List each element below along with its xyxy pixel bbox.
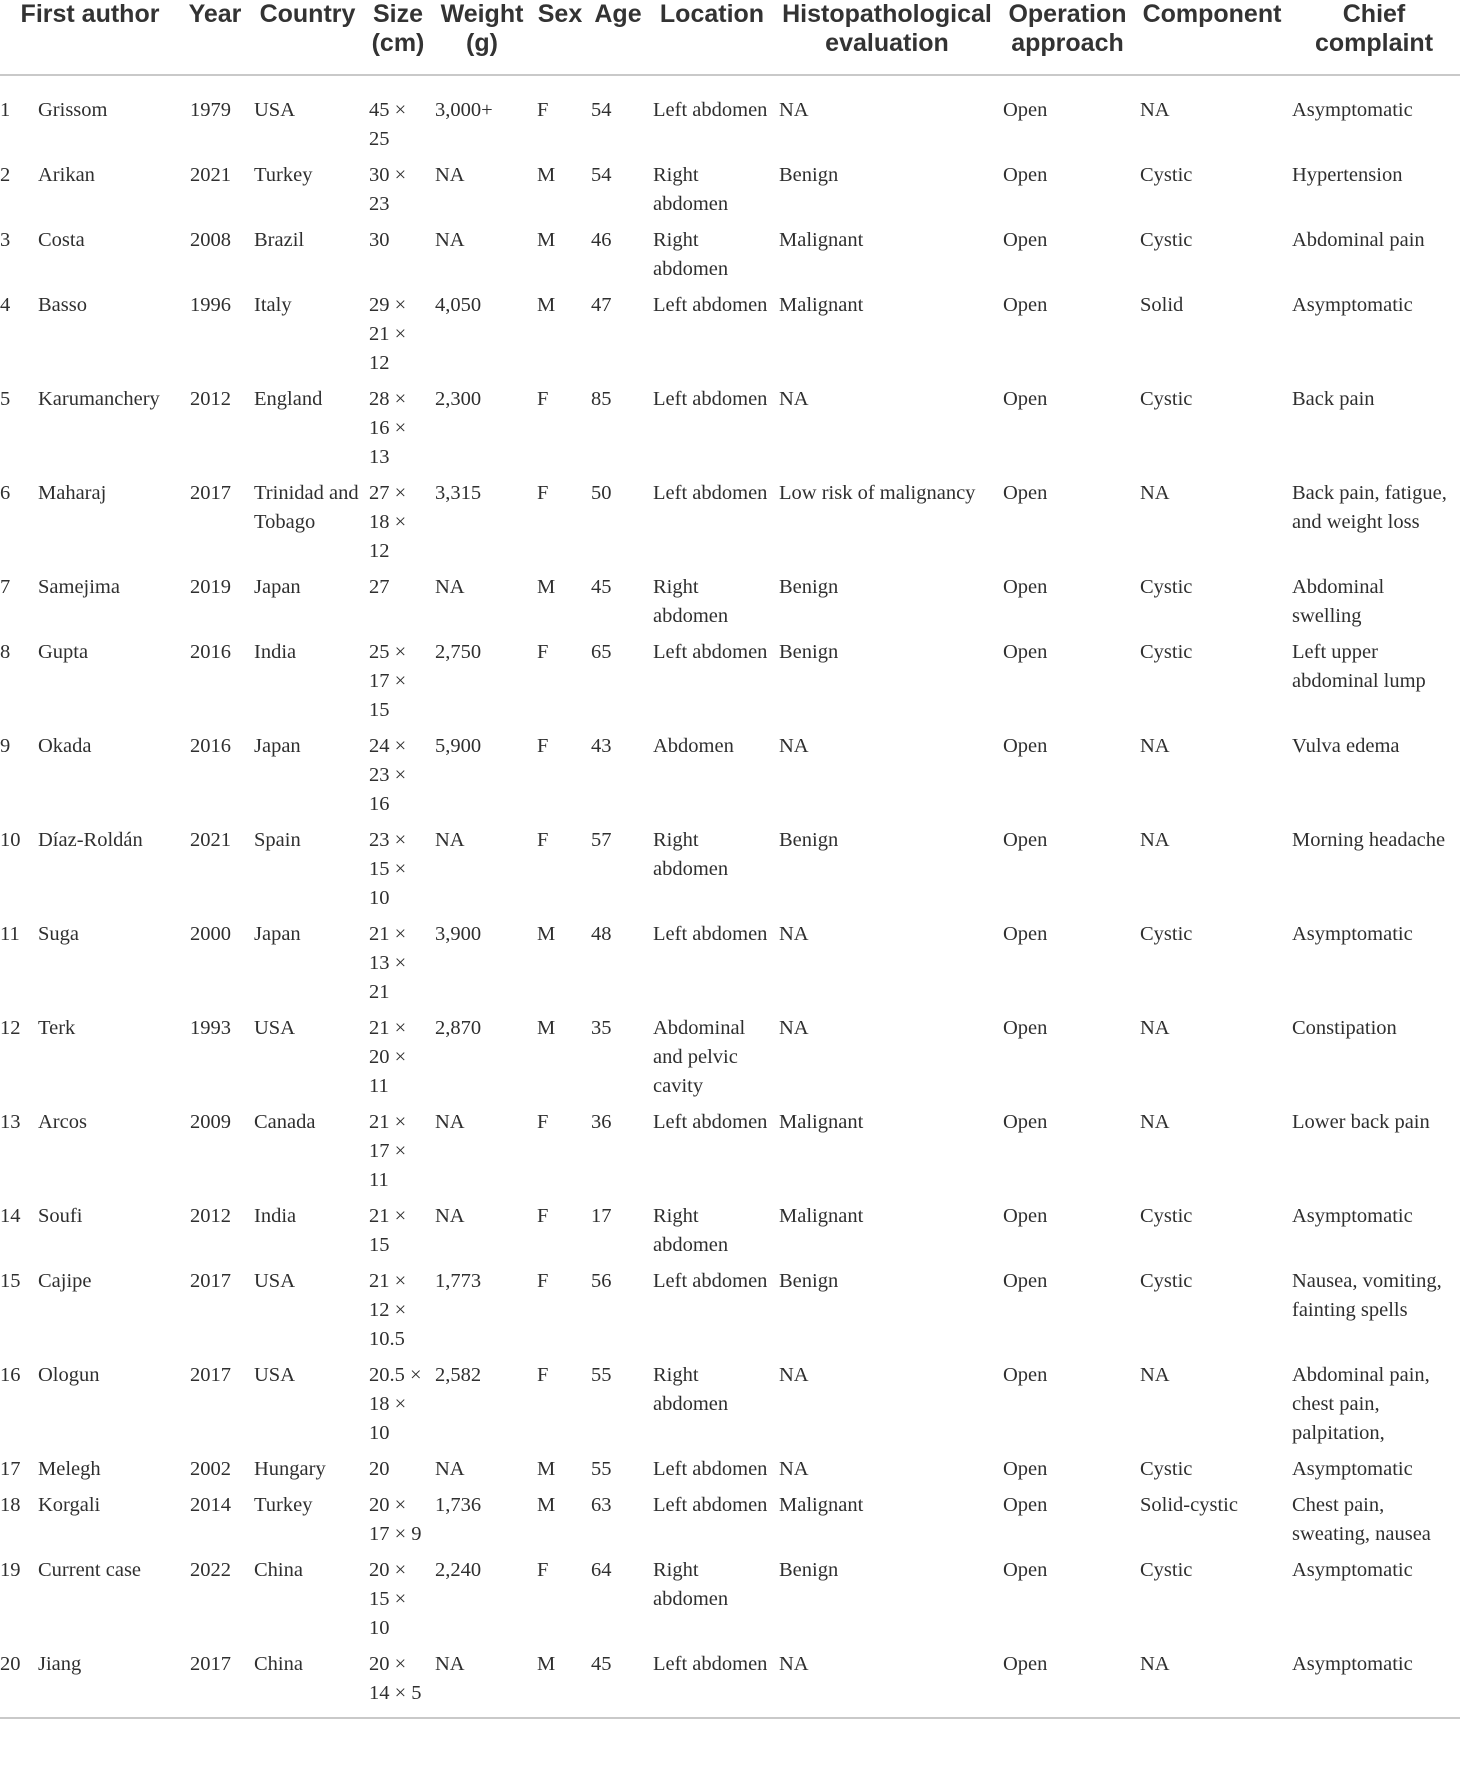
sex-cell: F <box>537 641 549 663</box>
histopathology-cell: Benign <box>779 641 839 663</box>
year-header: Year <box>180 0 250 75</box>
size-cell: 25 × 17 × 15 <box>369 641 407 721</box>
weight-header: Weight (g) <box>431 0 533 75</box>
age-cell: 85 <box>591 388 612 410</box>
sex-cell: F <box>537 99 549 121</box>
operation-approach-cell: Open <box>999 1650 1136 1718</box>
sex-cell: M <box>537 1494 556 1516</box>
histopathology-cell: Malignant <box>779 1494 864 1516</box>
histopathology-cell: Benign <box>779 829 839 851</box>
location-cell: Right abdomen <box>653 1364 729 1415</box>
sex-cell: M <box>537 164 556 186</box>
age-cell: 54 <box>591 164 612 186</box>
year-cell: 2017 <box>190 482 231 504</box>
age-cell: 46 <box>591 229 612 251</box>
operation-approach-cell: Open <box>1003 1559 1048 1581</box>
location-cell: Left abdomen <box>653 1458 768 1480</box>
location-cell: Left abdomen <box>649 1650 775 1718</box>
year-cell: 2017 <box>190 1364 231 1386</box>
country-cell: Japan <box>254 735 301 757</box>
histopathology-cell: NA <box>779 1458 809 1480</box>
component-cell: Cystic <box>1140 1205 1193 1227</box>
histopathology-cell: Low risk of malignancy <box>779 482 976 504</box>
sex-cell: F <box>537 1364 549 1386</box>
component-cell: NA <box>1140 735 1170 757</box>
age-cell: 56 <box>591 1270 612 1292</box>
size-cell: 20 × 14 × 5 <box>365 1650 431 1718</box>
first-author-cell: Jiang <box>0 1650 180 1718</box>
histopathology-cell: NA <box>779 735 809 757</box>
histopathology-cell: NA <box>779 99 809 121</box>
histopathology-cell: NA <box>779 1017 809 1039</box>
year-cell: 2014 <box>190 1494 231 1516</box>
location-cell: Left abdomen <box>653 294 768 316</box>
operation-approach-cell: Open <box>1003 829 1048 851</box>
first-author-cell: Current case <box>38 1559 142 1581</box>
component-cell: Solid-cystic <box>1140 1494 1238 1516</box>
first-author-cell: Maharaj <box>38 482 107 504</box>
table-row: 19 Current case 2022 China 20 × 15 × 10 2,240 F 64 Right abdomen Benign Open Cystic Asymptomatic <box>0 1556 1460 1650</box>
operation-approach-cell: Open <box>1003 1364 1048 1386</box>
age-header: Age <box>587 0 649 75</box>
location-cell: Left abdomen <box>653 1494 768 1516</box>
component-cell: Cystic <box>1140 576 1193 598</box>
weight-cell: NA <box>435 1111 465 1133</box>
weight-cell: 3,900 <box>435 923 482 945</box>
year-cell: 2021 <box>190 164 231 186</box>
histopathology-cell: Benign <box>779 1270 839 1292</box>
country-cell: USA <box>254 1364 296 1386</box>
sex-cell: F <box>537 1205 549 1227</box>
table-row: 11 Suga 2000 Japan 21 × 13 × 21 3,900 M 48 Left abdomen NA Open Cystic Asymptomatic <box>0 920 1460 1014</box>
location-cell: Left abdomen <box>653 482 768 504</box>
operation-approach-cell: Open <box>1003 576 1048 598</box>
first-author-cell: Terk <box>38 1017 76 1039</box>
weight-cell: 2,240 <box>435 1559 482 1581</box>
size-cell: 30 × 23 <box>369 164 407 215</box>
histopathology-cell: Malignant <box>779 1111 864 1133</box>
sex-cell: M <box>537 294 556 316</box>
size-cell: 23 × 15 × 10 <box>369 829 407 909</box>
year-cell: 2022 <box>190 1559 231 1581</box>
operation-approach-cell: Open <box>1003 735 1048 757</box>
size-cell: 27 × 18 × 12 <box>369 482 407 562</box>
first-author-cell: Gupta <box>38 641 89 663</box>
chief-complaint-cell: Morning headache <box>1292 829 1446 851</box>
first-author-cell: Cajipe <box>38 1270 92 1292</box>
year-cell: 1996 <box>190 294 231 316</box>
age-cell: 48 <box>591 923 612 945</box>
chief-complaint-cell: Lower back pain <box>1292 1111 1430 1133</box>
operation-approach-cell: Open <box>1003 99 1048 121</box>
first-author-cell: Díaz-Roldán <box>38 829 143 851</box>
component-cell: Solid <box>1140 294 1184 316</box>
country-cell: England <box>254 388 323 410</box>
weight-cell: 2,750 <box>435 641 482 663</box>
operation-approach-cell: Open <box>1003 388 1048 410</box>
component-cell: NA <box>1140 1017 1170 1039</box>
age-cell: 35 <box>591 1017 612 1039</box>
country-cell: Turkey <box>254 164 313 186</box>
location-cell: Left abdomen <box>653 1111 768 1133</box>
operation-approach-cell: Open <box>1003 641 1048 663</box>
sex-cell: M <box>537 1017 556 1039</box>
year-cell: 2017 <box>180 1650 250 1718</box>
country-header: Country <box>250 0 365 75</box>
sex-cell: M <box>533 1650 587 1718</box>
size-cell: 20 × 17 × 9 <box>369 1494 422 1545</box>
year-cell: 2017 <box>190 1270 231 1292</box>
age-cell: 65 <box>591 641 612 663</box>
operation-approach-cell: Open <box>1003 1111 1048 1133</box>
chief-complaint-cell: Asymptomatic <box>1292 1205 1413 1227</box>
size-cell: 20.5 × 18 × 10 <box>369 1364 422 1444</box>
year-cell: 2016 <box>190 641 231 663</box>
first-author-cell: Melegh <box>38 1458 101 1480</box>
size-cell: 24 × 23 × 16 <box>369 735 407 815</box>
sex-cell: M <box>537 1458 556 1480</box>
chief-complaint-cell: Hypertension <box>1292 164 1403 186</box>
location-cell: Abdominal and pelvic cavity <box>653 1017 746 1097</box>
sex-cell: M <box>537 576 556 598</box>
chief-complaint-cell: Asymptomatic <box>1292 1458 1413 1480</box>
weight-cell: 5,900 <box>435 735 482 757</box>
age-cell: 50 <box>591 482 612 504</box>
chief-complaint-cell: Asymptomatic <box>1292 923 1413 945</box>
chief-complaint-cell: Left upper abdominal lump <box>1292 641 1426 692</box>
location-cell: Left abdomen <box>653 1270 768 1292</box>
year-cell: 2008 <box>190 229 231 251</box>
chief-complaint-cell: Nausea, vomiting, fainting spells <box>1292 1270 1442 1321</box>
table-header-row <box>0 0 1460 75</box>
histopathology-cell: NA <box>779 923 809 945</box>
table-row: 6 Maharaj 2017 Trinidad and Tobago 27 × 18 × 12 3,315 F 50 Left abdomen Low risk of malignancy Open NA Back pain, fatigue, and weight loss <box>0 479 1460 573</box>
size-cell: 20 × 15 × 10 <box>369 1559 407 1639</box>
table-row: 9 Okada 2016 Japan 24 × 23 × 16 5,900 F 43 Abdomen NA Open NA Vulva edema <box>0 732 1460 826</box>
chief-complaint-cell: Back pain <box>1292 388 1375 410</box>
histopathology-cell: NA <box>779 388 809 410</box>
age-cell: 45 <box>591 576 612 598</box>
component-cell: NA <box>1140 99 1170 121</box>
first-author-cell: Ologun <box>38 1364 100 1386</box>
age-cell: 64 <box>591 1559 612 1581</box>
weight-cell: 2,582 <box>435 1364 482 1386</box>
location-cell: Left abdomen <box>653 641 768 663</box>
histopathology-cell: Malignant <box>779 1205 864 1227</box>
age-cell: 36 <box>591 1111 612 1133</box>
table-row: 12 Terk 1993 USA 21 × 20 × 11 2,870 M 35 Abdominal and pelvic cavity NA Open NA Constipation <box>0 1014 1460 1108</box>
country-cell: Japan <box>254 923 301 945</box>
weight-cell: 3,000+ <box>435 99 493 121</box>
size-cell: 28 × 16 × 13 <box>369 388 407 468</box>
country-cell: Canada <box>254 1111 316 1133</box>
chief-complaint-cell: Chest pain, sweating, nausea <box>1292 1494 1431 1545</box>
year-cell: 2016 <box>190 735 231 757</box>
component-cell: Cystic <box>1140 229 1193 251</box>
country-cell: India <box>254 641 297 663</box>
table-row: 18 Korgali 2014 Turkey 20 × 17 × 9 1,736 M 63 Left abdomen Malignant Open Solid-cystic Chest pain, sweating, nausea <box>0 1491 1460 1556</box>
location-cell: Right abdomen <box>653 164 729 215</box>
country-cell: USA <box>254 99 296 121</box>
sex-cell: F <box>537 1270 549 1292</box>
first-author-cell: Costa <box>38 229 85 251</box>
first-author-cell: Arcos <box>38 1111 87 1133</box>
chief-complaint-cell: Asymptomatic <box>1292 294 1413 316</box>
age-cell: 55 <box>591 1458 612 1480</box>
weight-cell: 3,315 <box>435 482 482 504</box>
histopathology-cell: Benign <box>779 1559 839 1581</box>
country-cell: Hungary <box>254 1458 326 1480</box>
size-header: Size (cm) <box>365 0 431 75</box>
table-row: 17 Melegh 2002 Hungary 20 NA M 55 Left abdomen NA Open Cystic Asymptomatic <box>0 1455 1460 1491</box>
sex-cell: F <box>537 1111 549 1133</box>
sex-cell: F <box>537 1559 549 1581</box>
operation-approach-cell: Open <box>1003 1458 1048 1480</box>
chief-complaint-cell: Asymptomatic <box>1292 1559 1413 1581</box>
first-author-cell: Karumanchery <box>38 388 160 410</box>
table-body <box>0 75 1460 1718</box>
chief-complaint-cell: Abdominal pain, chest pain, palpitation, <box>1292 1364 1430 1444</box>
location-cell: Abdomen <box>653 735 734 757</box>
weight-cell: NA <box>435 229 465 251</box>
country-cell: China <box>254 1559 303 1581</box>
operation-approach-cell: Open <box>1003 164 1048 186</box>
weight-cell: 4,050 <box>435 294 482 316</box>
size-cell: 45 × 25 <box>369 99 407 150</box>
operation-approach-cell: Open <box>1003 923 1048 945</box>
weight-cell: NA <box>435 164 465 186</box>
operation-approach-cell: Open <box>1003 1205 1048 1227</box>
age-cell: 17 <box>591 1205 612 1227</box>
location-cell: Left abdomen <box>653 99 768 121</box>
histopathology-cell: Malignant <box>779 229 864 251</box>
weight-cell: NA <box>435 829 465 851</box>
component-cell: Cystic <box>1140 1458 1193 1480</box>
year-cell: 2009 <box>190 1111 231 1133</box>
age-cell: 43 <box>591 735 612 757</box>
sex-header: Sex <box>533 0 587 75</box>
country-cell: Brazil <box>254 229 305 251</box>
component-cell: NA <box>1136 1650 1288 1718</box>
histopathology-cell: NA <box>775 1650 999 1718</box>
table-row: 1 Grissom 1979 USA 45 × 25 3,000+ F 54 Left abdomen NA Open NA Asymptomatic <box>0 75 1460 161</box>
chief-complaint-cell: Constipation <box>1292 1017 1397 1039</box>
year-cell: 2012 <box>190 388 231 410</box>
weight-cell: 2,870 <box>435 1017 482 1039</box>
table-row: 13 Arcos 2009 Canada 21 × 17 × 11 NA F 36 Left abdomen Malignant Open NA Lower back pain <box>0 1108 1460 1202</box>
sex-cell: F <box>537 482 549 504</box>
operation-approach-cell: Open <box>1003 294 1048 316</box>
sex-cell: M <box>537 229 556 251</box>
age-cell: 54 <box>591 99 612 121</box>
table-row: 14 Soufi 2012 India 21 × 15 NA F 17 Right abdomen Malignant Open Cystic Asymptomatic <box>0 1202 1460 1267</box>
size-cell: 21 × 13 × 21 <box>369 923 407 1003</box>
weight-cell: NA <box>435 1205 465 1227</box>
first-author-cell: Arikan <box>38 164 95 186</box>
age-cell: 63 <box>591 1494 612 1516</box>
first-author-cell: Basso <box>38 294 87 316</box>
country-cell: India <box>254 1205 297 1227</box>
year-cell: 2019 <box>190 576 231 598</box>
location-header: Location <box>649 0 775 75</box>
year-cell: 2000 <box>190 923 231 945</box>
component-cell: Cystic <box>1140 1559 1193 1581</box>
operation-approach-cell: Open <box>1003 1494 1048 1516</box>
first-author-header: First author <box>0 0 180 75</box>
component-cell: Cystic <box>1140 164 1193 186</box>
chief-complaint-cell: Asymptomatic <box>1288 1650 1460 1718</box>
component-cell: Cystic <box>1140 388 1193 410</box>
first-author-cell: Korgali <box>38 1494 101 1516</box>
location-cell: Right abdomen <box>653 1205 729 1256</box>
chief-complaint-header: Chief complaint <box>1288 0 1460 75</box>
sex-cell: F <box>537 829 549 851</box>
component-cell: Cystic <box>1140 641 1193 663</box>
year-cell: 1993 <box>190 1017 231 1039</box>
component-cell: NA <box>1140 482 1170 504</box>
country-cell: China <box>250 1650 365 1718</box>
size-cell: 27 <box>369 576 390 598</box>
year-cell: 1979 <box>190 99 231 121</box>
year-cell: 2021 <box>190 829 231 851</box>
country-cell: Turkey <box>254 1494 313 1516</box>
table-row: 20 Jiang 2017 China 20 × 14 × 5 NA M 45 Left abdomen NA Open NA Asymptomatic <box>0 1650 1460 1718</box>
chief-complaint-cell: Asymptomatic <box>1292 99 1413 121</box>
weight-cell: NA <box>435 576 465 598</box>
weight-cell: NA <box>431 1650 533 1718</box>
histopathology-cell: Benign <box>779 164 839 186</box>
location-cell: Right abdomen <box>653 576 729 627</box>
first-author-cell: Okada <box>38 735 92 757</box>
weight-cell: NA <box>435 1458 465 1480</box>
size-cell: 30 <box>369 229 390 251</box>
age-cell: 55 <box>591 1364 612 1386</box>
table-row: 2 Arikan 2021 Turkey 30 × 23 NA M 54 Right abdomen Benign Open Cystic Hypertension <box>0 161 1460 226</box>
histopathology-cell: Malignant <box>779 294 864 316</box>
component-cell: NA <box>1140 1364 1170 1386</box>
weight-cell: 1,773 <box>435 1270 482 1292</box>
component-header: Component <box>1136 0 1288 75</box>
size-cell: 21 × 20 × 11 <box>369 1017 407 1097</box>
size-cell: 21 × 17 × 11 <box>369 1111 407 1191</box>
weight-cell: 1,736 <box>435 1494 482 1516</box>
size-cell: 21 × 15 <box>369 1205 407 1256</box>
component-cell: NA <box>1140 829 1170 851</box>
age-cell: 47 <box>591 294 612 316</box>
location-cell: Right abdomen <box>653 1559 729 1610</box>
chief-complaint-cell: Vulva edema <box>1292 735 1400 757</box>
size-cell: 20 <box>369 1458 390 1480</box>
table-row: 5 Karumanchery 2012 England 28 × 16 × 13 2,300 F 85 Left abdomen NA Open Cystic Back pain <box>0 385 1460 479</box>
operation-approach-cell: Open <box>1003 1270 1048 1292</box>
location-cell: Left abdomen <box>653 923 768 945</box>
location-cell: Right abdomen <box>653 829 729 880</box>
chief-complaint-cell: Abdominal pain <box>1292 229 1425 251</box>
country-cell: Spain <box>254 829 301 851</box>
country-cell: USA <box>254 1017 296 1039</box>
operation-approach-cell: Open <box>1003 1017 1048 1039</box>
histopathology-cell: NA <box>779 1364 809 1386</box>
operation-approach-header: Operation approach <box>999 0 1136 75</box>
histopathology-header: Histopathological evaluation <box>775 0 999 75</box>
first-author-cell: Suga <box>38 923 79 945</box>
age-cell: 45 <box>587 1650 649 1718</box>
first-author-cell: Samejima <box>38 576 120 598</box>
weight-cell: 2,300 <box>435 388 482 410</box>
chief-complaint-cell: Abdominal swelling <box>1292 576 1385 627</box>
component-cell: NA <box>1140 1111 1170 1133</box>
age-cell: 57 <box>591 829 612 851</box>
table-row: 8 Gupta 2016 India 25 × 17 × 15 2,750 F 65 Left abdomen Benign Open Cystic Left upper abdominal lump <box>0 638 1460 732</box>
country-cell: USA <box>254 1270 296 1292</box>
table-row: 4 Basso 1996 Italy 29 × 21 × 12 4,050 M 47 Left abdomen Malignant Open Solid Asymptomatic <box>0 291 1460 385</box>
table-row: 15 Cajipe 2017 USA 21 × 12 × 10.5 1,773 F 56 Left abdomen Benign Open Cystic Nausea, vomiting, fainting spells <box>0 1267 1460 1361</box>
operation-approach-cell: Open <box>1003 229 1048 251</box>
operation-approach-cell: Open <box>1003 482 1048 504</box>
first-author-cell: Grissom <box>38 99 108 121</box>
country-cell: Italy <box>254 294 292 316</box>
sex-cell: F <box>537 388 549 410</box>
table-row: 16 Ologun 2017 USA 20.5 × 18 × 10 2,582 F 55 Right abdomen NA Open NA Abdominal pain, chest pain, palpitation, <box>0 1361 1460 1455</box>
component-cell: Cystic <box>1140 923 1193 945</box>
country-cell: Trinidad and Tobago <box>254 482 359 533</box>
chief-complaint-cell: Back pain, fatigue, and weight loss <box>1292 482 1447 533</box>
table-row: 7 Samejima 2019 Japan 27 NA M 45 Right abdomen Benign Open Cystic Abdominal swelling <box>0 573 1460 638</box>
first-author-cell: Soufi <box>38 1205 83 1227</box>
year-cell: 2002 <box>190 1458 231 1480</box>
location-cell: Right abdomen <box>653 229 729 280</box>
country-cell: Japan <box>254 576 301 598</box>
sex-cell: F <box>537 735 549 757</box>
histopathology-cell: Benign <box>779 576 839 598</box>
year-cell: 2012 <box>190 1205 231 1227</box>
component-cell: Cystic <box>1140 1270 1193 1292</box>
location-cell: Left abdomen <box>653 388 768 410</box>
size-cell: 29 × 21 × 12 <box>369 294 407 374</box>
table-row: 3 Costa 2008 Brazil 30 NA M 46 Right abdomen Malignant Open Cystic Abdominal pain <box>0 226 1460 291</box>
sex-cell: M <box>537 923 556 945</box>
size-cell: 21 × 12 × 10.5 <box>369 1270 407 1350</box>
table-row: 10 Díaz-Roldán 2021 Spain 23 × 15 × 10 NA F 57 Right abdomen Benign Open NA Morning headache <box>0 826 1460 920</box>
